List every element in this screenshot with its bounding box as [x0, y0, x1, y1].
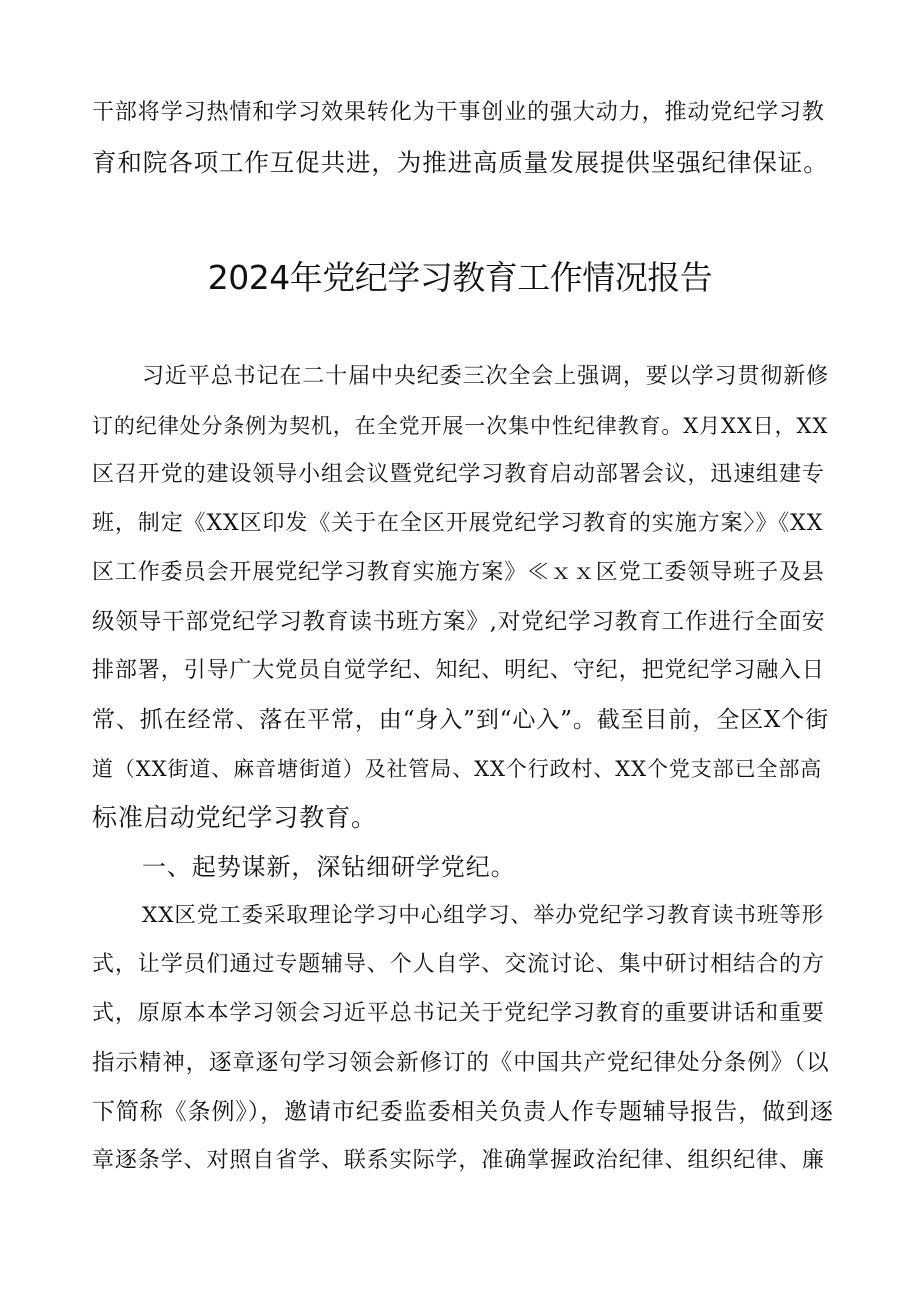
- document-title: 2024年党纪学习教育工作情况报告: [207, 258, 713, 297]
- section1-line-6: 章逐条学、对照自省学、联系实际学，准确掌握政治纪律、组织纪律、廉: [92, 1148, 825, 1173]
- paragraph1-line-1: 习近平总书记在二十届中央纪委三次全会上强调，要以学习贯彻新修: [142, 364, 830, 389]
- section1-line-5: 下简称《条例》），邀请市纪委监委相关负责人作专题辅导报告，做到逐: [92, 1099, 834, 1125]
- paragraph1-line-2: 订的纪律处分条例为契机，在全党开展一次集中性纪律教育。X月XX日，XX: [92, 414, 829, 438]
- section1-line-1: XX区党工委采取理论学习中心组学习、举办党纪学习教育读书班等形: [142, 903, 825, 928]
- paragraph1-line-7: 排部署，引导广大党员自觉学纪、知纪、明纪、守纪，把党纪学习融入日: [92, 658, 825, 683]
- intro-line-1: 干部将学习热情和学习效果转化为干事创业的强大动力，推动党纪学习教: [92, 100, 825, 125]
- paragraph1-line-4: 班，制定《XX区印发《关于在全区开展党纪学习教育的实施方案〉》《XX: [92, 511, 824, 536]
- section1-line-2: 式，让学员们通过专题辅导、个人自学、交流讨论、集中研讨相结合的方: [92, 952, 825, 977]
- intro-line-2: 育和院各项工作互促共进，为推进高质量发展提供坚强纪律保证。: [92, 148, 829, 177]
- paragraph1-line-6: 级领导干部党纪学习教育读书班方案》,对党纪学习教育工作进行全面安: [92, 609, 826, 635]
- section1-line-3: 式，原原本本学习领会习近平总书记关于党纪学习教育的重要讲话和重要: [92, 1001, 825, 1026]
- paragraph1-line-3: 区召开党的建设领导小组会议暨党纪学习教育启动部署会议，迅速组建专: [92, 462, 825, 487]
- paragraph1-line-9: 道（XX街道、麻音塘街道）及社管局、XX个行政村、XX个党支部已全部高: [92, 757, 823, 781]
- section1-heading: 一、起势谋新，深钻细研学党纪。: [142, 853, 516, 881]
- paragraph1-line-8: 常、抓在经常、落在平常，由“身入”到“心入”。截至目前，全区X个街: [92, 707, 830, 733]
- section1-line-4: 指示精神，逐章逐句学习领会新修订的《中国共产党纪律处分条例》（以: [92, 1050, 830, 1076]
- paragraph1-line-5: 区工作委员会开展党纪学习教育实施方案》≪ｘｘ区党工委领导班子及县: [92, 560, 825, 585]
- paragraph1-line-10: 标准启动党纪学习教育。: [92, 803, 377, 832]
